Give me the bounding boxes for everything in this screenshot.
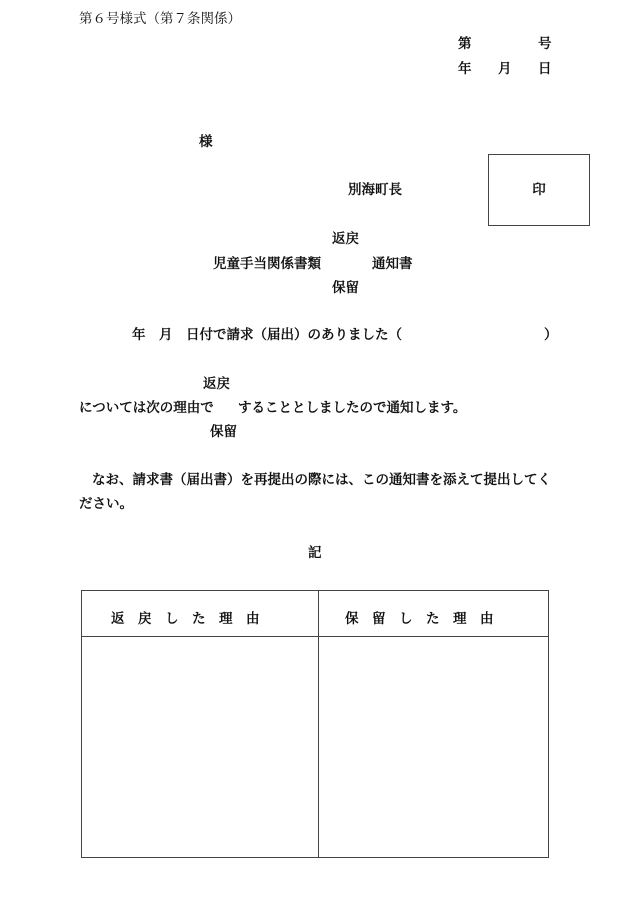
body-option-hold: 保留: [210, 424, 237, 440]
body-paren-close: ）: [544, 327, 558, 343]
header-hold-reason: 保 留 し た 理 由: [345, 611, 494, 627]
body-option-return: 返戻: [203, 376, 230, 392]
date-year: 年: [458, 61, 472, 77]
body-reason-start: については次の理由で: [79, 400, 214, 416]
body-date-line: 日付で請求（届出）のありました（: [186, 327, 402, 343]
header-return-reason: 返 戻 し た 理 由: [111, 611, 260, 627]
ki-heading: 記: [308, 545, 322, 561]
body-reason-end: することとしましたので通知します。: [238, 400, 467, 416]
reason-table: [81, 590, 549, 858]
title-option-return: 返戻: [332, 231, 359, 247]
note-line-1: なお、請求書（届出書）を再提出の際には、この通知書を添えて提出してく: [92, 472, 551, 488]
body-date-year: 年: [132, 327, 146, 343]
title-notice: 通知書: [372, 256, 413, 272]
date-day: 日: [538, 61, 552, 77]
seal-label: 印: [532, 182, 546, 198]
cell-hold-reason[interactable]: [319, 637, 548, 857]
title-option-hold: 保留: [332, 280, 359, 296]
body-date-month: 月: [159, 327, 173, 343]
issuer: 別海町長: [348, 182, 402, 198]
form-number: 第６号様式（第７条関係）: [79, 11, 241, 27]
doc-number-go: 号: [538, 36, 552, 52]
addressee-suffix: 様: [199, 134, 213, 150]
doc-number-dai: 第: [458, 36, 472, 52]
title-subject: 児童手当関係書類: [213, 256, 321, 272]
date-month: 月: [498, 61, 512, 77]
cell-return-reason[interactable]: [82, 637, 318, 857]
seal-box: [488, 154, 590, 226]
note-line-2: ださい。: [79, 496, 133, 512]
